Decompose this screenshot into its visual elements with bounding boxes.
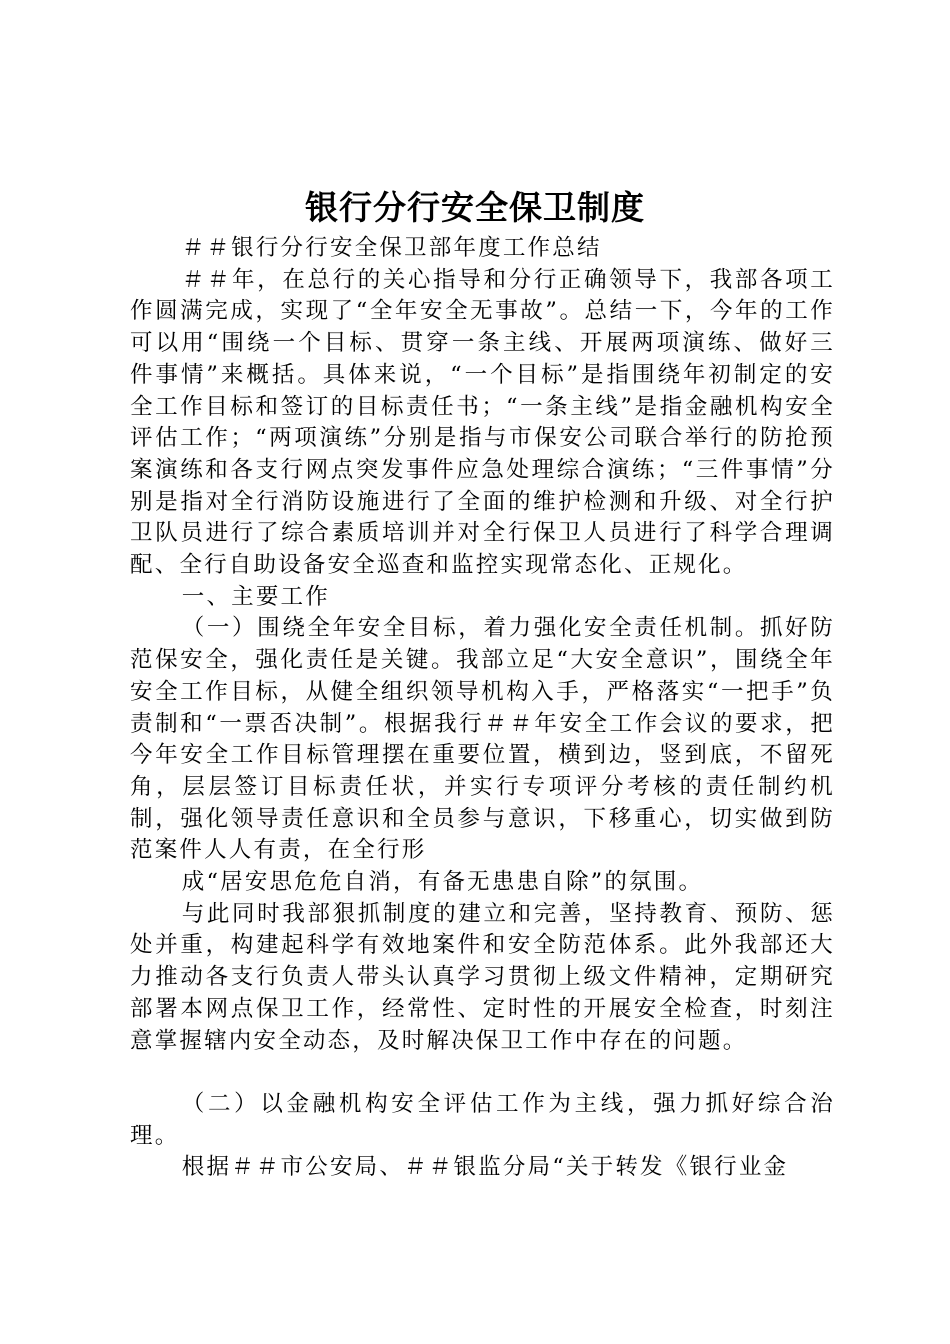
paragraph-item-one: （一）围绕全年安全目标，着力强化安全责任机制。抓好防范保安全，强化责任是关键。我部立足“大安全意识”，围绕全年安全工作目标，从健全组织领导机构入手，严格落实“一把手”负责制和“一票否决制”。根据我行＃＃年安全工作会议的要求，把今年安全工作目标管理摆在重要位置，横到边，竖到底，不留死角，层层签订目标责任状，并实行专项评分考核的责任制约机制，强化领导责任意识和全员参与意识，下移重心，切实做到防范案件人人有责，在全行形 (130, 615, 835, 864)
document-body (130, 233, 835, 1184)
document-title: 银行分行安全保卫制度 (305, 188, 645, 227)
section-heading-main-work: 一、主要工作 (181, 583, 330, 610)
paragraph-subtitle: ＃＃银行分行安全保卫部年度工作总结 (181, 235, 602, 261)
paragraph-item-one-continued: 成“居安思危危自消，有备无患患自除”的氛围。 (181, 869, 704, 896)
paragraph-item-two: （二）以金融机构安全评估工作为主线，强力抓好综合治理。 (130, 1090, 835, 1149)
paragraph-item-two-start: 根据＃＃市公安局、＃＃银监分局“关于转发《银行业金 (181, 1154, 789, 1181)
paragraph-system-building: 与此同时我部狠抓制度的建立和完善，坚持教育、预防、惩处并重，构建起科学有效地案件和安全防范体系。此外我部还大力推动各支行负责人带头认真学习贯彻上级文件精神，定期研究部署本网点保卫工作，经常性、定时性的开展安全检查，时刻注意掌握辖内安全动态，及时解决保卫工作中存在的问题。 (130, 900, 835, 1054)
paragraph-summary: ＃＃年，在总行的关心指导和分行正确领导下，我部各项工作圆满完成，实现了“全年安全无事故”。总结一下，今年的工作可以用“围绕一个目标、贯穿一条主线、开展两项演练、做好三件事情”来概括。具体来说，“一个目标”是指围绕年初制定的安全工作目标和签订的目标责任书；“一条主线”是指金融机构安全评估工作；“两项演练”分别是指与市保安公司联合举行的防抢预案演练和各支行网点突发事件应急处理综合演练；“三件事情”分别是指对全行消防设施进行了全面的维护检测和升级、对全行护卫队员进行了综合素质培训并对全行保卫人员进行了科学合理调配、全行自助设备安全巡查和监控实现常态化、正规化。 (130, 266, 835, 579)
